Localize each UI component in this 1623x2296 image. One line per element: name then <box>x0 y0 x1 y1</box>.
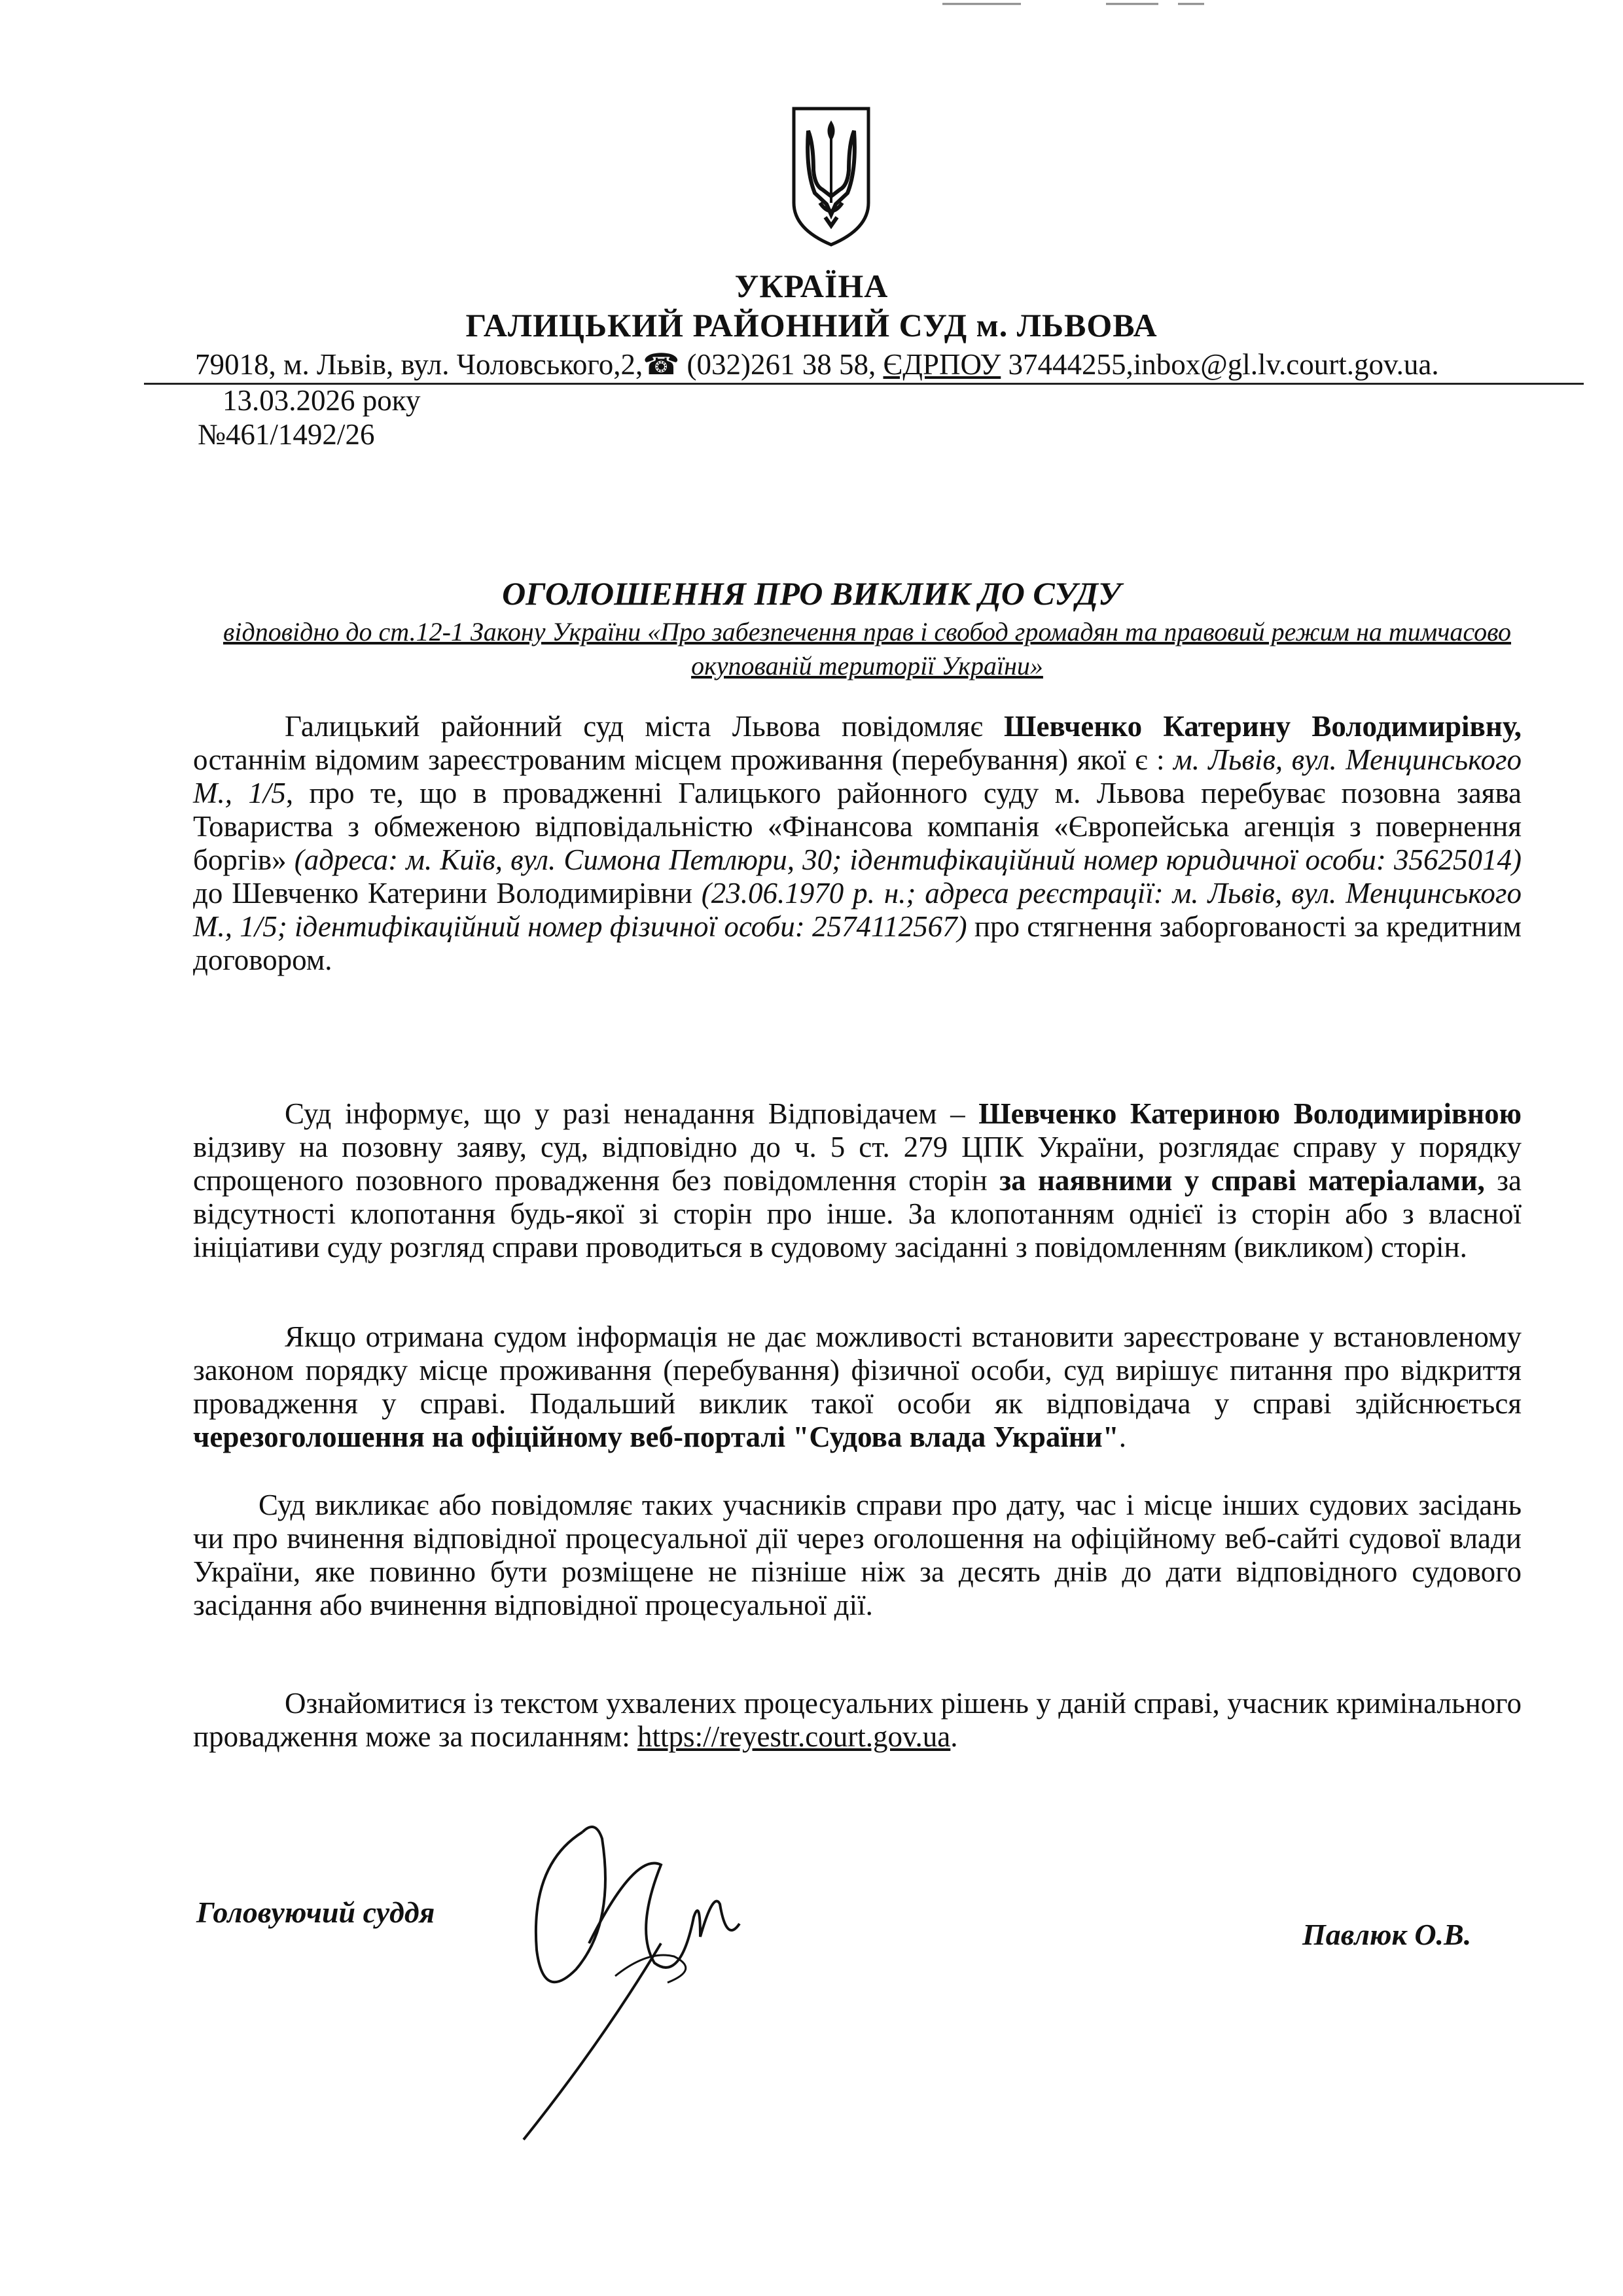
scan-mark <box>942 0 1204 13</box>
header-country: УКРАЇНА <box>734 268 889 304</box>
court-address-line <box>195 347 1582 381</box>
edrpou-value: 37444255,inbox@gl.lv.court.gov.ua. <box>1008 348 1439 381</box>
paragraph-3: Якщо отримана судом інформація не дає можливості встановити зареєстроване у встановленому законом порядку місце проживання (перебування) фізичної особи, суд вирішує питання про відкриття провадження у справі. Подальший виклик такої особи як відповідача у справі здійснюється черезоголошення на офіційному веб-порталі "Судова влада України". <box>193 1320 1522 1453</box>
court-address: 79018, м. Львів, вул. Чоловського,2, <box>195 348 643 381</box>
paragraph-1: Галицький районний суд міста Львова повідомляє Шевченко Катерину Володимирівну, останнім відомим зареєстрованим місцем проживання (перебування) якої є : м. Львів, вул. Менцинського М., 1/5, про те, що в провадженні Галицького районного суду м. Львова перебуває позовна заява Товариства з обмеженою відповідальністю «Фінансова компанія «Європейська агенція з повернення боргів» (адреса: м. Київ, вул. Симона Петлюри, 30; ідентифікаційний номер юридичної особи: 35625014) до Шевченко Катерини Володимирівни (23.06.1970 р. н.; адреса реєстрації: м. Львів, вул. Менцинського М., 1/5; ідентифікаційний номер фізичної особи: 2574112567) про стягнення заборгованості за кредитним договором. <box>193 710 1522 976</box>
phone-icon: ☎ <box>643 348 680 381</box>
paragraph-5: Ознайомитися із текстом ухвалених процесуальних рішень у даній справі, учасник кримінального провадження може за посиланням: https://reyestr.court.gov.ua. <box>193 1687 1522 1753</box>
handwritten-signature <box>504 1812 779 2153</box>
paragraph-4: Суд викликає або повідомляє таких учасників справи про дату, час і місце інших судових засідань чи про вчинення відповідної процесуальної дії через оголошення на офіційному веб-сайті судової влади України, яке повинно бути розміщене не пізніше ніж за десять днів до дати відповідного судового засідання або вчинення відповідної процесуальної дії. <box>193 1489 1522 1621</box>
paragraph-2: Суд інформує, що у разі ненадання Відповідачем – Шевченко Катериною Володимирівною відзиву на позовну заяву, суд, відповідно до ч. 5 ст. 279 ЦПК України, розглядає справу у порядку спрощеного позовного провадження без повідомлення сторін за наявними у справі матеріалами, за відсутності клопотання будь-якої зі сторін про інше. За клопотанням однієї із сторін або з власної ініціативи суду розгляд справи проводиться в судовому засіданні з повідомленням (викликом) сторін. <box>193 1097 1522 1263</box>
signatory-name: Павлюк О.В. <box>1302 1918 1472 1951</box>
registry-link[interactable]: https://reyestr.court.gov.ua <box>637 1720 951 1753</box>
header-court-name: ГАЛИЦЬКИЙ РАЙОННИЙ СУД м. ЛЬВОВА <box>465 307 1158 344</box>
signatory-role: Головуючий суддя <box>196 1896 435 1929</box>
court-phone: (032)261 38 58, <box>687 348 876 381</box>
registration-number: №461/1492/26 <box>198 418 375 451</box>
document-date: 13.03.2026 року <box>223 384 421 417</box>
coat-of-arms-icon <box>789 105 874 249</box>
edrpou-label: ЄДРПОУ <box>883 348 1001 381</box>
document-subtitle: відповідно до ст.12-1 Закону України «Про забезпечення прав і свобод громадян та правовий режим на тимчасово окупованій території України» <box>223 617 1512 680</box>
document-title: ОГОЛОШЕННЯ ПРО ВИКЛИК ДО СУДУ <box>502 575 1121 612</box>
